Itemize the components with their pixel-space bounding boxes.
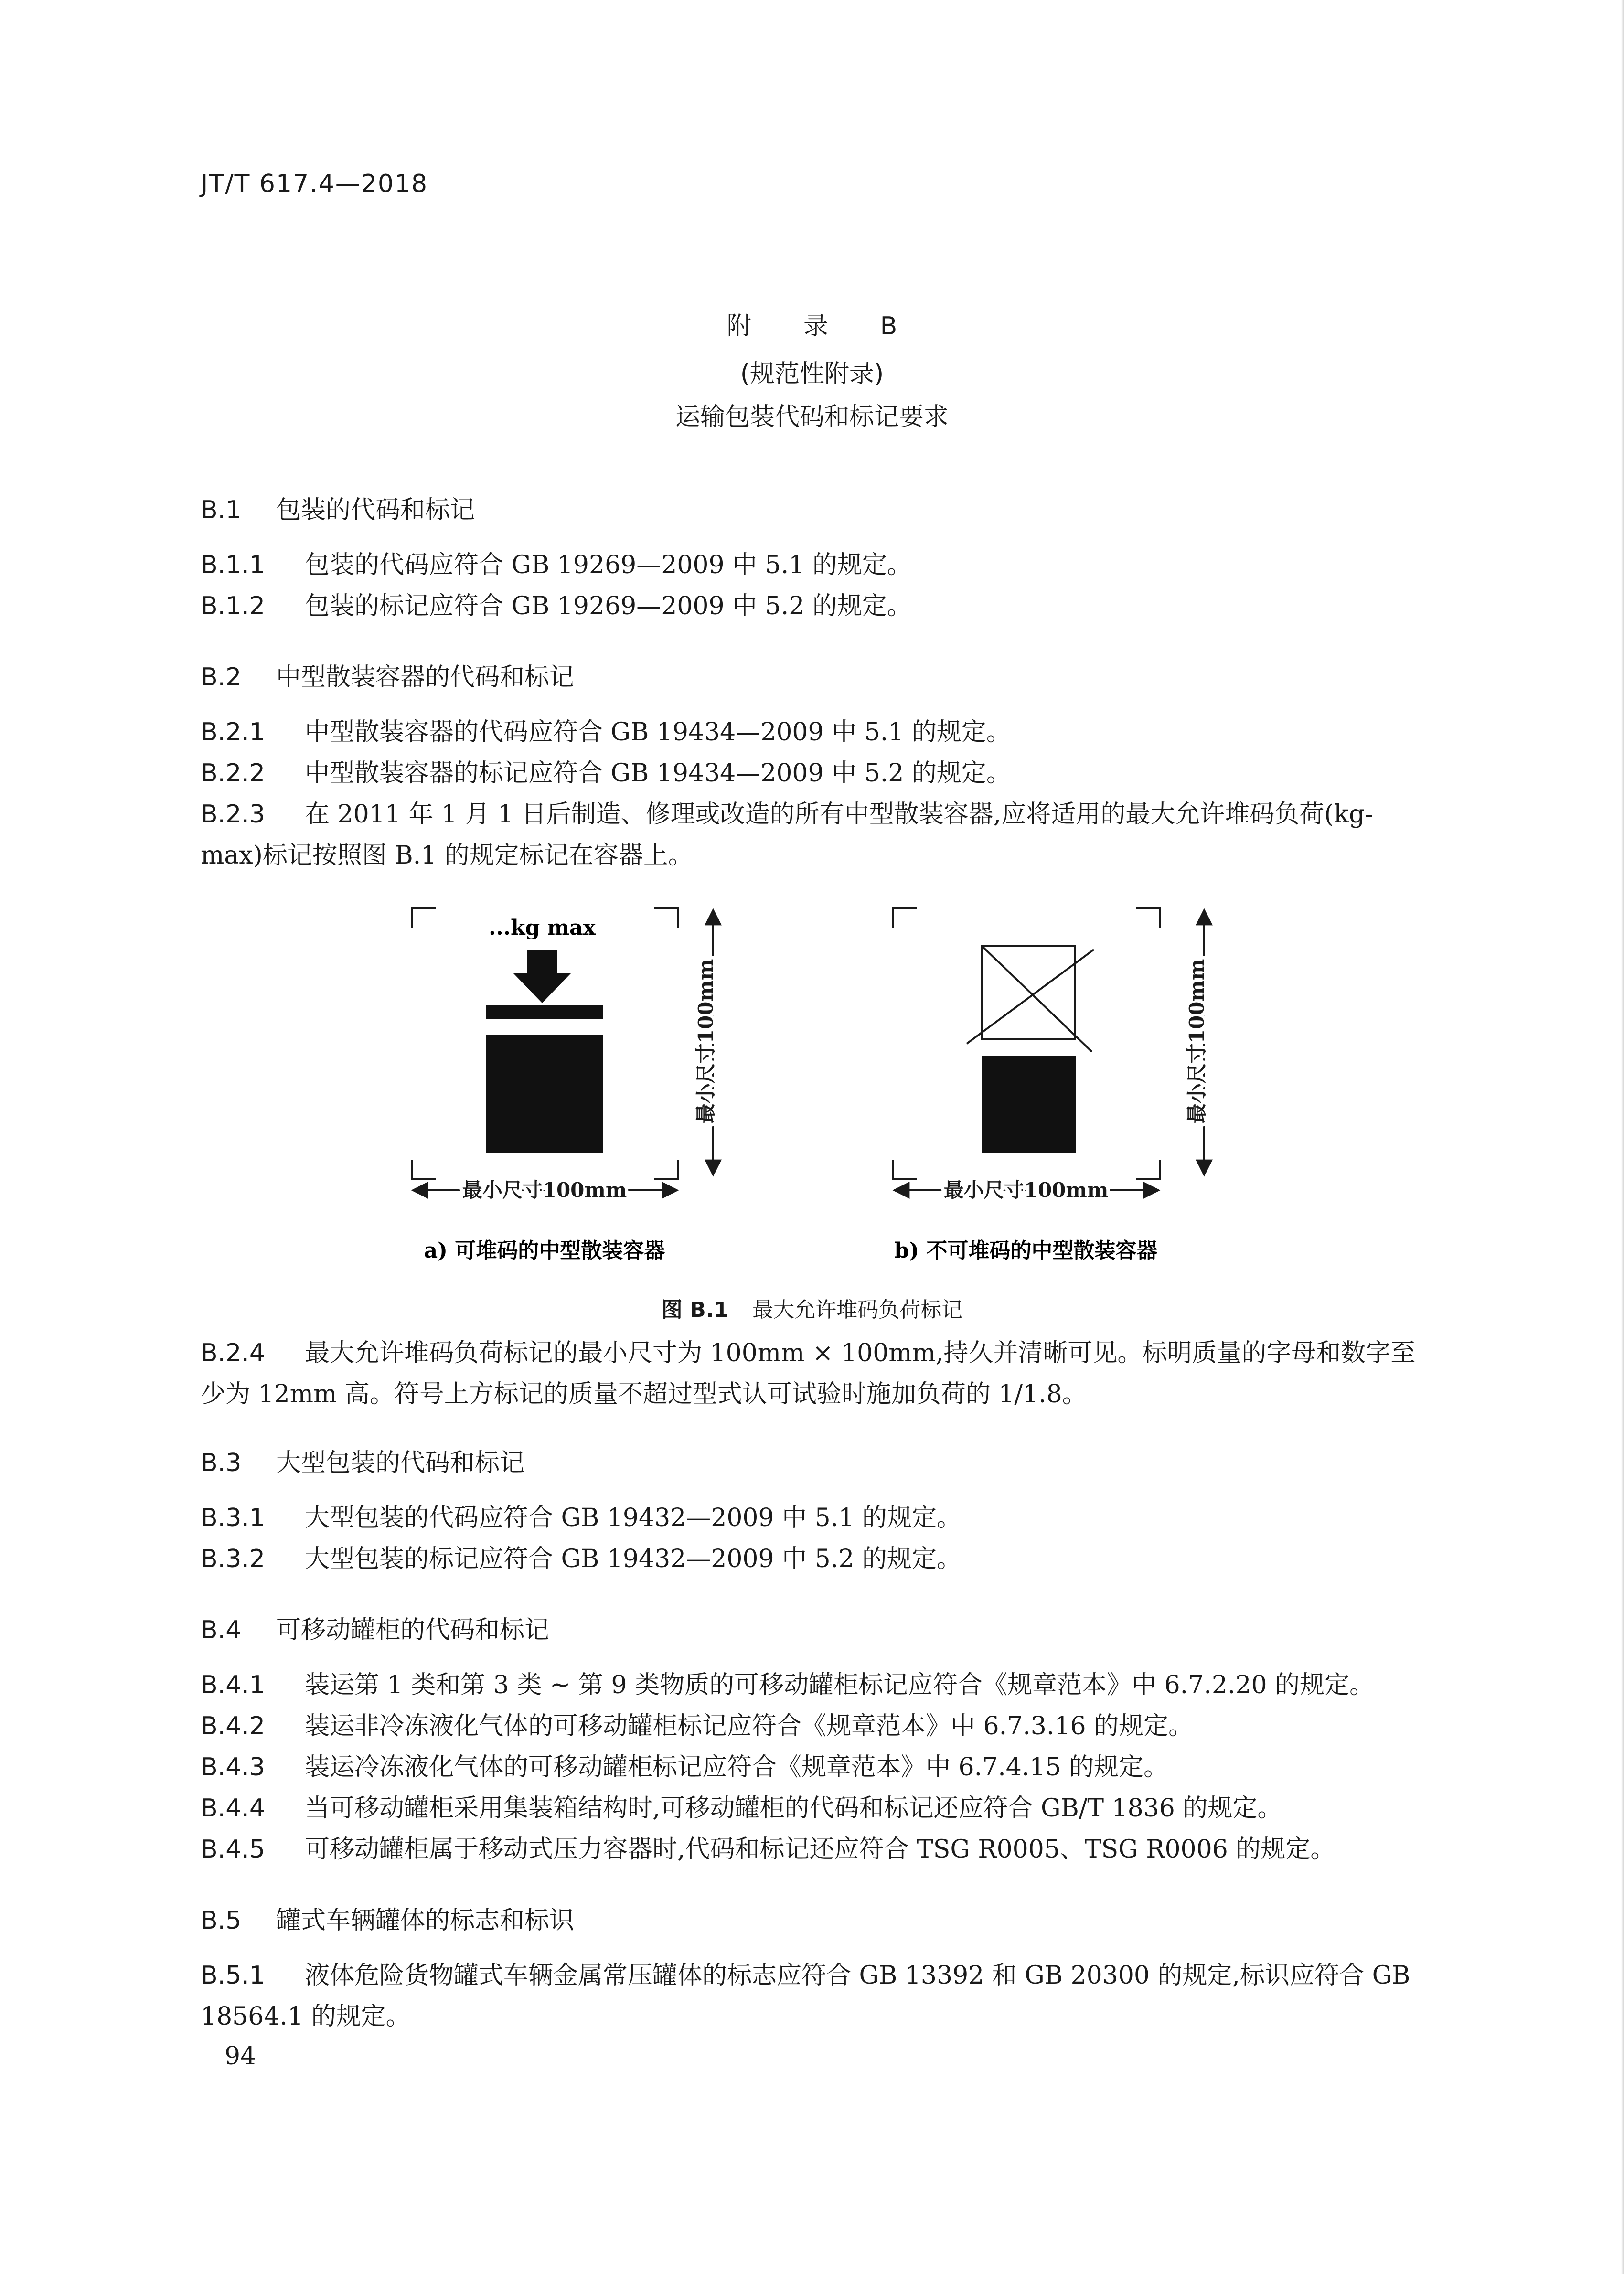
clause-number: B.4.5 xyxy=(201,1835,265,1864)
section-number: B.2 xyxy=(201,663,242,692)
load-bar xyxy=(486,1005,603,1019)
clause-number: B.1.1 xyxy=(201,551,265,579)
clause-text: 当可移动罐柜采用集装箱结构时,可移动罐柜的代码和标记还应符合 GB/T 1836 的规定。 xyxy=(305,1794,1282,1823)
clause-text: 装运非冷冻液化气体的可移动罐柜标记应符合《规章范本》中 6.7.3.16 的规定。 xyxy=(305,1712,1194,1740)
panel-a-mark-text: ...kg max xyxy=(489,916,596,940)
clause-text: 装运冷冻液化气体的可移动罐柜标记应符合《规章范本》中 6.7.4.15 的规定。 xyxy=(305,1753,1169,1782)
container-block xyxy=(982,1056,1076,1153)
section-number: B.5 xyxy=(201,1906,242,1935)
clause-text: 中型散装容器的标记应符合 GB 19434—2009 中 5.2 的规定。 xyxy=(305,759,1011,788)
clause-number: B.2.3 xyxy=(201,800,265,829)
clause-number: B.4.1 xyxy=(201,1671,265,1699)
clause-b4-3 xyxy=(201,1747,1423,1788)
clause-b1-2 xyxy=(201,586,1423,627)
clause-b4-5 xyxy=(201,1829,1423,1870)
clause-number: B.4.4 xyxy=(201,1794,265,1823)
section-title: 可移动罐柜的代码和标记 xyxy=(276,1616,550,1644)
down-arrow-icon xyxy=(513,950,571,1003)
section-heading-b3 xyxy=(201,1442,524,1478)
clause-text: 包装的标记应符合 GB 19269—2009 中 5.2 的规定。 xyxy=(305,592,912,620)
panel-b-subcaption: b) 不可堆码的中型散装容器 xyxy=(894,1238,1158,1263)
clause-b3-1 xyxy=(201,1497,1423,1538)
clause-text: 包装的代码应符合 GB 19269—2009 中 5.1 的规定。 xyxy=(305,551,912,579)
clause-b2-3 xyxy=(201,794,1423,876)
section-title: 大型包装的代码和标记 xyxy=(276,1449,525,1477)
clause-number: B.5.1 xyxy=(201,1961,265,1990)
figure-caption-text: 最大允许堆码负荷标记 xyxy=(752,1298,963,1322)
annex-type: (规范性附录) xyxy=(740,360,884,388)
figure-caption xyxy=(0,1292,1624,1323)
clause-number: B.3.1 xyxy=(201,1504,265,1532)
clause-text: 大型包装的代码应符合 GB 19432—2009 中 5.1 的规定。 xyxy=(305,1504,962,1532)
clause-text: 可移动罐柜属于移动式压力容器时,代码和标记还应符合 TSG R0005、TSG R0006 的规定。 xyxy=(305,1835,1336,1864)
section-heading-b5 xyxy=(201,1900,574,1936)
clause-b1-1 xyxy=(201,544,1423,586)
height-dimension-label: 最小尺寸100mm xyxy=(1185,959,1208,1124)
annex-name: 运输包装代码和标记要求 xyxy=(675,403,949,431)
figure-number: 图 B.1 xyxy=(661,1298,729,1322)
section-heading-b1 xyxy=(201,490,475,525)
section-number: B.1 xyxy=(201,496,242,524)
clause-b5-1 xyxy=(201,1955,1423,2037)
clause-number: B.3.2 xyxy=(201,1545,265,1573)
standard-number: JT/T 617.4—2018 xyxy=(201,170,428,198)
no-stacking-cross-icon xyxy=(967,946,1094,1052)
annex-title: 附 录 B xyxy=(727,312,919,341)
height-dimension-label: 最小尺寸100mm xyxy=(694,959,717,1124)
clause-number: B.4.2 xyxy=(201,1712,265,1740)
figure-b1 xyxy=(0,898,1624,1318)
section-title: 罐式车辆罐体的标志和标识 xyxy=(276,1906,575,1935)
clause-text: 在 2011 年 1 月 1 日后制造、修理或改造的所有中型散装容器,应将适用的最大允许堆码负荷(kg-max)标记按照图 B.1 的规定标记在容器上。 xyxy=(201,800,1373,870)
section-number: B.4 xyxy=(201,1616,242,1644)
clause-text: 大型包装的标记应符合 GB 19432—2009 中 5.2 的规定。 xyxy=(305,1545,962,1573)
clause-text: 液体危险货物罐式车辆金属常压罐体的标志应符合 GB 13392 和 GB 20300 的规定,标识应符合 GB 18564.1 的规定。 xyxy=(201,1961,1410,2031)
clause-b4-1 xyxy=(201,1665,1423,1706)
clause-text: 中型散装容器的代码应符合 GB 19434—2009 中 5.1 的规定。 xyxy=(305,718,1011,747)
clause-b2-2 xyxy=(201,753,1423,794)
page-number: 94 xyxy=(224,2042,256,2071)
section-title: 中型散装容器的代码和标记 xyxy=(276,663,575,692)
clause-b3-2 xyxy=(201,1538,1423,1580)
clause-b4-2 xyxy=(201,1706,1423,1747)
section-heading-b2 xyxy=(201,657,574,693)
clause-text: 装运第 1 类和第 3 类 ~ 第 9 类物质的可移动罐柜标记应符合《规章范本》中 6.7.2.20 的规定。 xyxy=(305,1671,1375,1699)
clause-number: B.4.3 xyxy=(201,1753,265,1782)
section-number: B.3 xyxy=(201,1449,242,1477)
clause-number: B.2.1 xyxy=(201,718,265,747)
clause-number: B.2.2 xyxy=(201,759,265,788)
panel-a-subcaption: a) 可堆码的中型散装容器 xyxy=(424,1238,665,1263)
section-heading-b4 xyxy=(201,1610,549,1645)
clause-number: B.2.4 xyxy=(201,1339,265,1367)
width-dimension-label: 最小尺寸100mm xyxy=(462,1178,627,1202)
clause-text: 最大允许堆码负荷标记的最小尺寸为 100mm × 100mm,持久并清晰可见。标明质量的字母和数字至少为 12mm 高。符号上方标记的质量不超过型式认可试验时施加负荷的 1/1.8。 xyxy=(201,1339,1416,1409)
clause-number: B.1.2 xyxy=(201,592,265,620)
clause-b2-4 xyxy=(201,1333,1423,1415)
clause-b2-1 xyxy=(201,712,1423,753)
width-dimension-label: 最小尺寸100mm xyxy=(943,1178,1109,1202)
clause-b4-4 xyxy=(201,1788,1423,1829)
container-block xyxy=(486,1035,603,1153)
section-title: 包装的代码和标记 xyxy=(276,496,475,524)
